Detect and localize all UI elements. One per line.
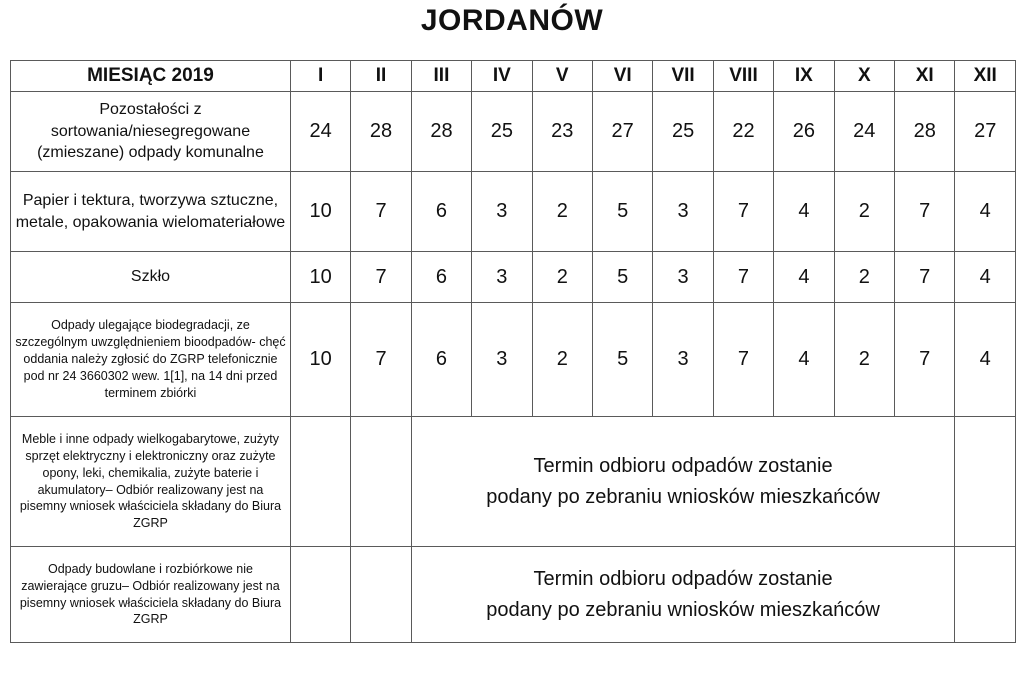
collection-day: 4 [955,252,1016,303]
collection-day: 10 [290,252,350,303]
collection-day: 7 [351,172,411,252]
collection-day: 7 [895,252,955,303]
collection-day: 7 [351,252,411,303]
waste-category-label: Odpady budowlane i rozbiórkowe nie zawierające gruzu– Odbiór realizowany jest na pisemny wniosek właściciela składany do Biura ZGRP [11,547,291,643]
collection-note-line: podany po zebraniu wniosków mieszkańców [486,598,880,621]
collection-day: 6 [411,252,471,303]
collection-day: 6 [411,172,471,252]
waste-category-label: Szkło [11,252,291,303]
collection-day: 2 [532,252,592,303]
table-row [11,303,1016,417]
collection-day: 7 [895,303,955,417]
month-header: VI [592,61,652,92]
collection-day: 28 [411,92,471,172]
collection-day: 7 [713,252,773,303]
header-row [11,61,1016,92]
empty-cell [351,547,411,643]
table-row [11,172,1016,252]
collection-day: 3 [472,252,532,303]
month-header: V [532,61,592,92]
empty-cell [290,547,350,643]
collection-day: 2 [532,303,592,417]
month-header: XI [895,61,955,92]
empty-cell [955,417,1016,547]
month-header-label: MIESIĄC 2019 [11,61,291,92]
waste-category-label: Papier i tektura, tworzywa sztuczne, metale, opakowania wielomateriałowe [11,172,291,252]
collection-day: 27 [592,92,652,172]
table-row [11,92,1016,172]
collection-day: 26 [774,92,834,172]
collection-day: 28 [895,92,955,172]
collection-day: 7 [713,172,773,252]
table-row [11,547,1016,643]
month-header: IV [472,61,532,92]
month-header: VIII [713,61,773,92]
collection-day: 24 [834,92,894,172]
collection-day: 28 [351,92,411,172]
empty-cell [290,417,350,547]
empty-cell [955,547,1016,643]
collection-day: 4 [955,172,1016,252]
collection-day: 2 [834,252,894,303]
collection-day: 2 [532,172,592,252]
empty-cell [351,417,411,547]
collection-day: 7 [713,303,773,417]
collection-day: 5 [592,172,652,252]
collection-day: 5 [592,303,652,417]
collection-day: 2 [834,303,894,417]
schedule-table [10,60,1016,643]
collection-day: 3 [653,303,713,417]
collection-day: 7 [351,303,411,417]
month-header: XII [955,61,1016,92]
collection-day: 4 [774,303,834,417]
collection-day: 6 [411,303,471,417]
month-header: IX [774,61,834,92]
table-row [11,417,1016,547]
collection-note-line: Termin odbioru odpadów zostanie [533,567,833,590]
collection-day: 23 [532,92,592,172]
month-header: II [351,61,411,92]
collection-day: 3 [472,172,532,252]
collection-day: 7 [895,172,955,252]
collection-day: 3 [653,252,713,303]
month-header: X [834,61,894,92]
month-header: I [290,61,350,92]
month-header: VII [653,61,713,92]
collection-note-line: podany po zebraniu wniosków mieszkańców [486,485,880,508]
collection-day: 22 [713,92,773,172]
collection-note-line: Termin odbioru odpadów zostanie [533,454,833,477]
table-row [11,252,1016,303]
collection-note [411,547,955,643]
collection-day: 2 [834,172,894,252]
collection-day: 4 [774,172,834,252]
waste-category-label: Odpady ulegające biodegradacji, ze szczególnym uwzględnieniem bioodpadów- chęć oddania należy zgłosić do ZGRP telefonicznie pod nr 24 3660302 wew. 1[1], na 14 dni przed terminem zbiórki [11,303,291,417]
month-header: III [411,61,471,92]
collection-note [411,417,955,547]
collection-day: 25 [472,92,532,172]
collection-day: 10 [290,172,350,252]
collection-day: 25 [653,92,713,172]
collection-day: 24 [290,92,350,172]
collection-day: 5 [592,252,652,303]
waste-category-label: Meble i inne odpady wielkogabarytowe, zużyty sprzęt elektryczny i elektroniczny oraz zużyte opony, leki, chemikalia, zużyte baterie i akumulatory– Odbiór realizowany jest na pisemny wniosek właściciela składany do Biura ZGRP [11,417,291,547]
collection-day: 27 [955,92,1016,172]
collection-day: 3 [472,303,532,417]
collection-day: 3 [653,172,713,252]
collection-day: 4 [955,303,1016,417]
collection-day: 10 [290,303,350,417]
page-title: JORDANÓW [420,4,604,37]
collection-day: 4 [774,252,834,303]
waste-category-label: Pozostałości z sortowania/niesegregowane (zmieszane) odpady komunalne [11,92,291,172]
